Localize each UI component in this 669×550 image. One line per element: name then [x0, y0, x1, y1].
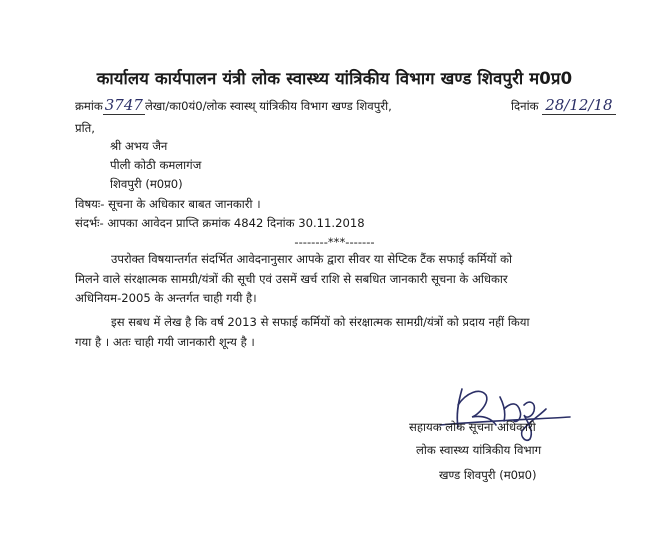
reference-number-line	[75, 96, 392, 114]
body-paragraph-1	[75, 250, 630, 309]
separator: --------***-------	[294, 235, 375, 249]
ref-number-handwritten: 3747	[104, 96, 143, 114]
signatory-office: खण्ड शिवपुरी (म0प्र0)	[439, 468, 537, 482]
recipient-address-line1: पीली कोठी कमलागंज	[110, 158, 202, 172]
reference-line: संदर्भः- आपका आवेदन प्राप्ति क्रमांक 4842 दिनांक 30.11.2018	[75, 216, 365, 230]
ref-suffix: लेखा/का0यं0/लोक स्वास्थ् यांत्रिकीय विभाग खण्ड शिवपुरी,	[144, 99, 392, 113]
signatory-designation: सहायक लोक सूचना अधिकारी	[409, 420, 536, 434]
recipient-address-line2: शिवपुरी (म0प्र0)	[110, 177, 183, 191]
para1-line: अधिनियम-2005 के अन्तर्गत चाही गयी है।	[75, 291, 257, 305]
para2-line: गया है । अतः चाही गयी जानकारी शून्य है ।	[75, 334, 255, 349]
recipient-name: श्री अभय जैन	[110, 139, 168, 153]
para2-line: इस सबध में लेख है कि वर्ष 2013 से सफाई कर्मियों को संरक्षात्मक सामग्री/यंत्रों को प्रदाय नहीं किया	[111, 315, 530, 329]
para1-line: उपरोक्त विषयान्तर्गत संदर्भित आवेदनानुसार आपके द्वारा सीवर या सेप्टिक टैंक सफाई कर्मियों को	[111, 252, 512, 266]
date-label: दिनांक	[511, 99, 539, 113]
to-label: प्रति,	[75, 121, 95, 135]
date-handwritten: 28/12/18	[542, 96, 615, 115]
date-line	[511, 96, 616, 114]
office-header: कार्यालय कार्यपालन यंत्री लोक स्वास्थ्य यांत्रिकीय विभाग खण्ड शिवपुरी म0प्र0	[96, 69, 573, 88]
signatory-department: लोक स्वास्थ्य यांत्रिकीय विभाग	[416, 443, 542, 457]
body-paragraph-2	[75, 313, 630, 352]
para1-line: मिलने वाले संरक्षात्मक सामग्री/यंत्रों की सूची एवं उसमें खर्च राशि से सबधित जानकारी सूचना के अधिकार	[75, 271, 508, 286]
subject-line: विषयः- सूचना के अधिकार बाबत जानकारी ।	[75, 197, 261, 211]
ref-prefix: क्रमांक	[75, 99, 103, 113]
